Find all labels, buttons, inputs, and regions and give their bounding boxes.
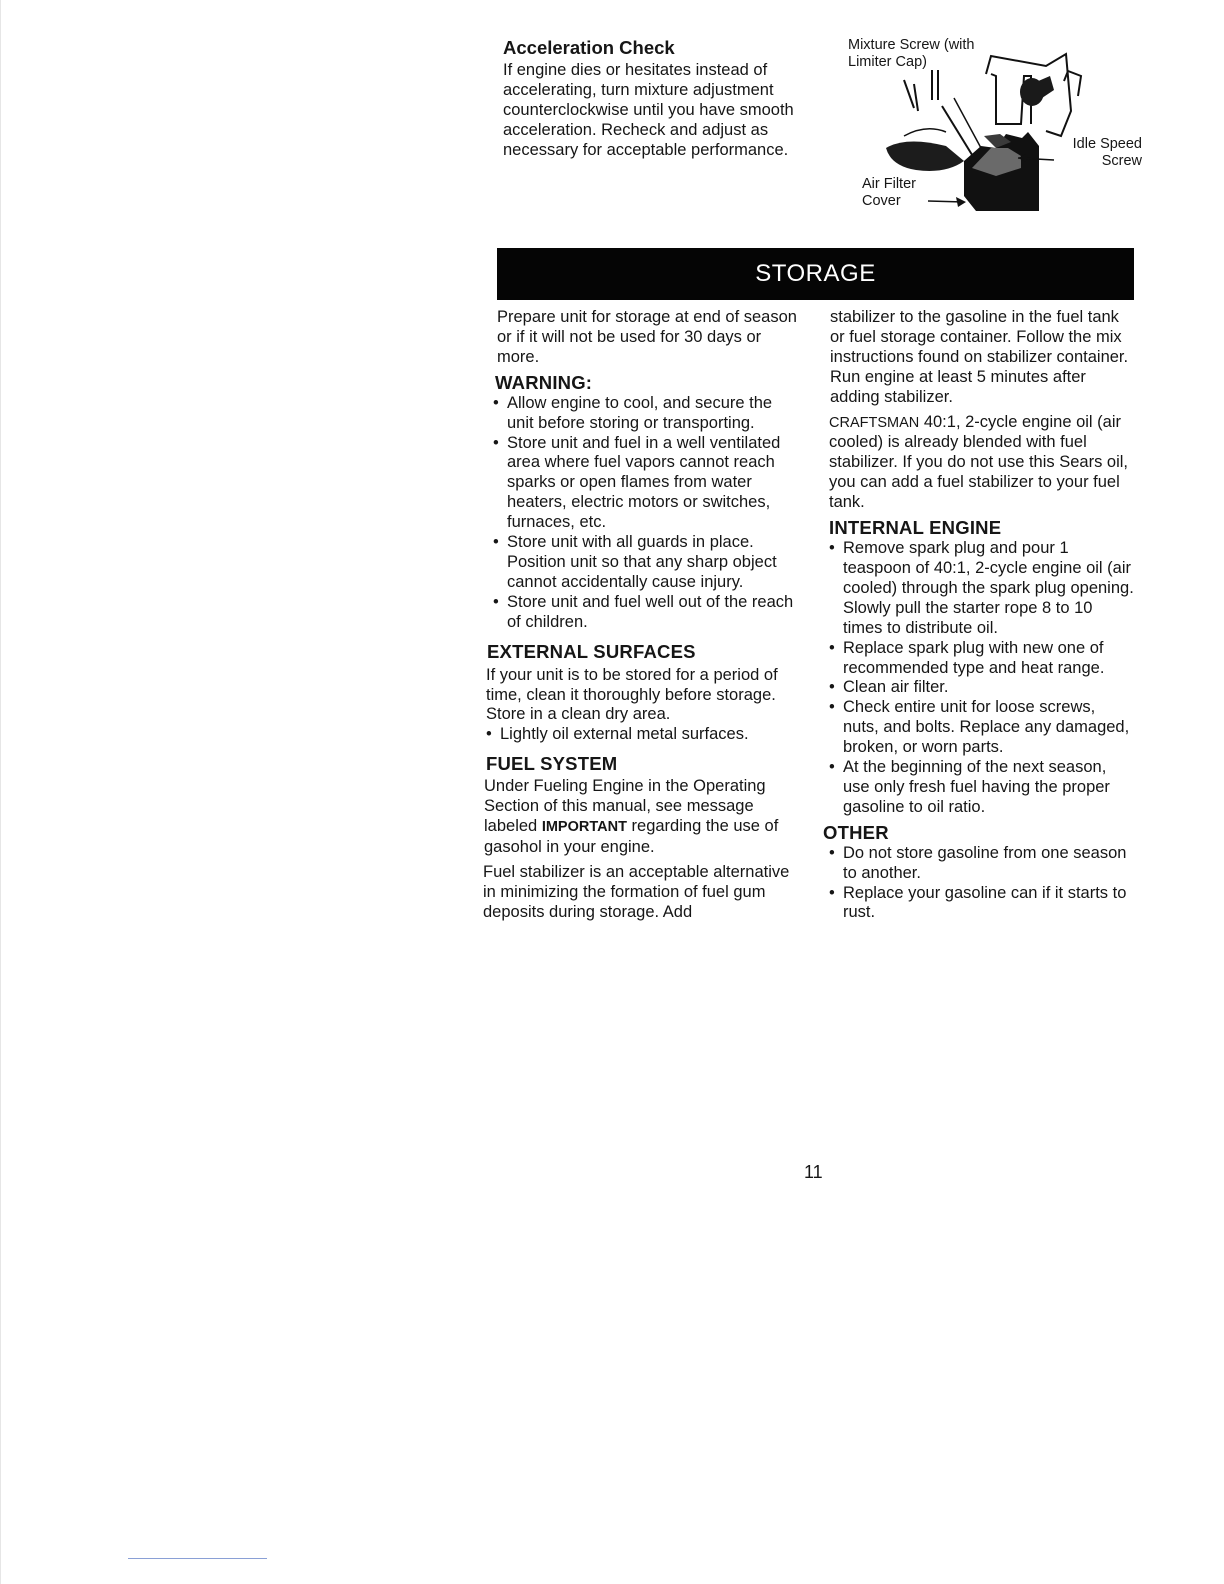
scan-edge-line bbox=[0, 0, 1, 1584]
left-column bbox=[483, 308, 801, 923]
other-heading: OTHER bbox=[823, 821, 889, 843]
fuel-important-label: IMPORTANT bbox=[541, 819, 627, 836]
fuel-text-part-2: regarding the use of gasohol in your engine. bbox=[484, 817, 779, 856]
label-mixture-screw: Mixture Screw (with Limiter Cap) bbox=[848, 37, 975, 70]
acceleration-heading: Acceleration Check bbox=[503, 37, 675, 58]
label-idle-speed-screw: Idle Speed Screw bbox=[1072, 136, 1142, 169]
acceleration-section bbox=[503, 37, 813, 161]
craftsman-brand: CRAFTSMAN bbox=[829, 414, 920, 431]
external-surfaces-text: If your unit is to be stored for a period of time, clean it thoroughly before storage. Store in a clean dry area. bbox=[486, 665, 778, 724]
right-column bbox=[823, 308, 1134, 923]
external-item: • Lightly oil external metal surfaces. bbox=[486, 725, 801, 745]
warning-list bbox=[483, 394, 801, 633]
fuel-system-text bbox=[483, 777, 801, 858]
warning-item: • Store unit and fuel well out of the reach of children. bbox=[493, 593, 801, 633]
other-item: • Do not store gasoline from one season to another. bbox=[829, 844, 1134, 884]
storage-intro: Prepare unit for storage at end of season or if it will not be used for 30 days or more. bbox=[497, 308, 797, 366]
page-number: 11 bbox=[804, 1162, 823, 1182]
internal-engine-list bbox=[829, 539, 1134, 818]
warning-item: • Allow engine to cool, and secure the unit before storing or transporting. bbox=[493, 394, 801, 434]
fuel-system-heading: FUEL SYSTEM bbox=[486, 753, 618, 775]
craftsman-text bbox=[829, 413, 1134, 514]
internal-item: • Remove spark plug and pour 1 teaspoon of 40:1, 2-cycle engine oil (air cooled) through the spark plug opening. Slowly pull the starter rope 8 to 10 times to distribute oil. bbox=[829, 539, 1134, 639]
label-air-filter-cover: Air Filter Cover bbox=[862, 176, 916, 209]
external-surfaces-list bbox=[483, 725, 801, 745]
stabilizer-text: stabilizer to the gasoline in the fuel tank or fuel storage container. Follow the mix instructions found on stabilizer container. Run engine at least 5 minutes after adding stabilizer. bbox=[830, 308, 1129, 406]
internal-item: • Replace spark plug with new one of recommended type and heat range. bbox=[829, 639, 1134, 679]
other-item: • Replace your gasoline can if it starts to rust. bbox=[829, 884, 1134, 924]
other-list bbox=[829, 844, 1134, 924]
internal-item: • Check entire unit for loose screws, nuts, and bolts. Replace any damaged, broken, or worn parts. bbox=[829, 698, 1134, 758]
scan-bottom-line bbox=[128, 1558, 267, 1559]
fuel-stabilizer-text: Fuel stabilizer is an acceptable alternative in minimizing the formation of fuel gum deposits during storage. Add bbox=[483, 862, 790, 921]
internal-engine-heading: INTERNAL ENGINE bbox=[829, 517, 1002, 539]
warning-heading: WARNING: bbox=[495, 371, 593, 393]
acceleration-paragraph: If engine dies or hesitates instead of accelerating, turn mixture adjustment counterclockwise until you have smooth acceleration. Recheck and adjust as necessary for acceptable performance. bbox=[503, 61, 794, 159]
storage-banner-title: STORAGE bbox=[755, 260, 876, 287]
craftsman-description: 40:1, 2-cycle engine oil (air cooled) is already blended with fuel stabilizer. If you do not use this Sears oil, you can add a fuel stabilizer to your fuel tank. bbox=[829, 412, 1128, 512]
warning-item: • Store unit and fuel in a well ventilated area where fuel vapors cannot reach sparks or open flames from water heaters, electric motors or switches, furnaces, etc. bbox=[493, 434, 801, 534]
external-surfaces-heading: EXTERNAL SURFACES bbox=[487, 640, 696, 662]
fuel-text-part-1: Under Fueling Engine in the Operating Section of this manual, see message labeled bbox=[484, 777, 766, 836]
carburetor-illustration bbox=[846, 36, 1146, 226]
storage-banner bbox=[497, 248, 1134, 300]
carburetor-diagram bbox=[846, 36, 1146, 226]
warning-item: • Store unit with all guards in place. Position unit so that any sharp object cannot accidentally cause injury. bbox=[493, 533, 801, 593]
internal-item: • At the beginning of the next season, use only fresh fuel having the proper gasoline to oil ratio. bbox=[829, 758, 1134, 818]
internal-item: • Clean air filter. bbox=[829, 678, 1134, 698]
